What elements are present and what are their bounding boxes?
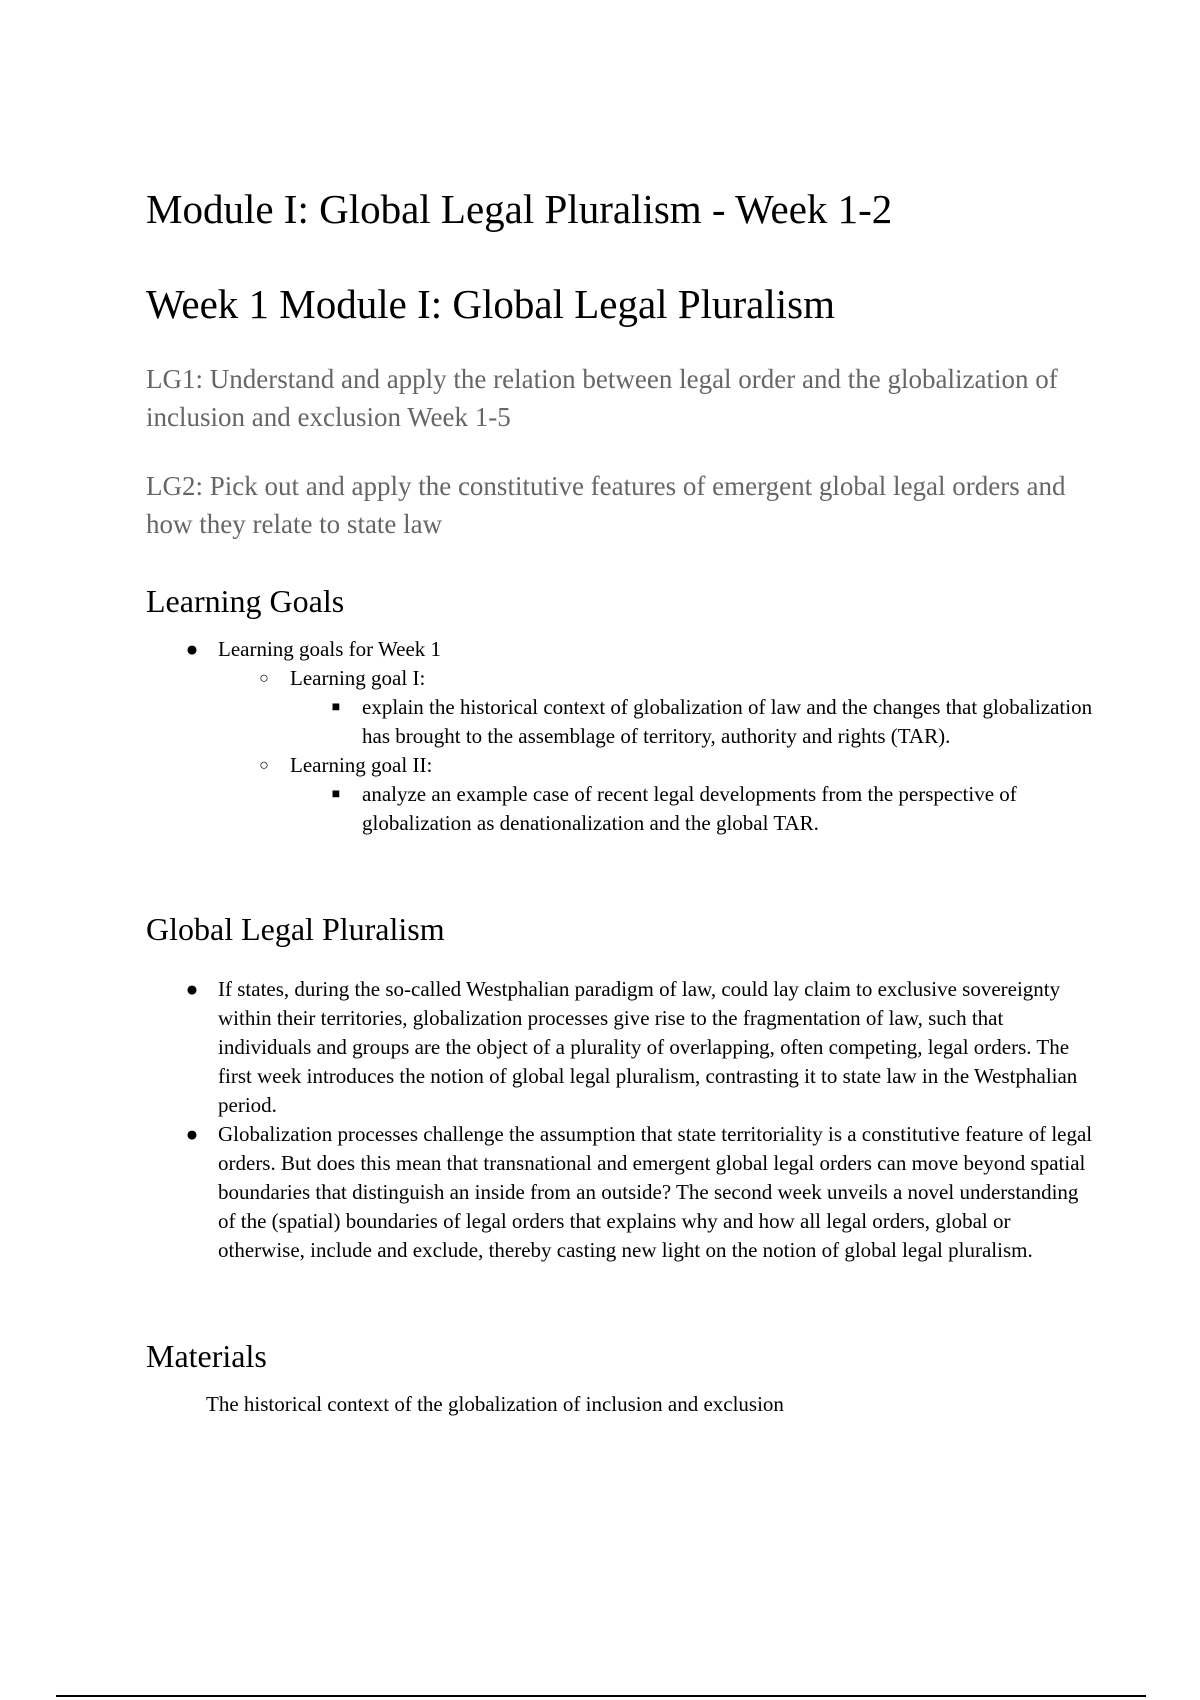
disc-bullet-icon: ●: [185, 1122, 199, 1146]
list-item-text: Learning goal I:: [290, 666, 426, 690]
learning-goals-heading: Learning Goals: [146, 583, 345, 619]
list-item-text: Learning goal II:: [290, 753, 433, 777]
learning-goal-lg2: LG2: Pick out and apply the constitutive features of emergent global legal orders and how they relate to state law: [146, 471, 1066, 539]
document-title: Module I: Global Legal Pluralism - Week 1-2: [146, 186, 893, 232]
page-bottom-rule: [56, 1695, 1146, 1697]
learning-goals-list: [146, 635, 1096, 838]
list-item-pluralism-2: [146, 1120, 1096, 1265]
materials-heading: Materials: [146, 1338, 267, 1374]
disc-bullet-icon: ●: [185, 637, 199, 661]
list-item-text: analyze an example case of recent legal developments from the perspective of globalization as denationalization and the global TAR.: [362, 782, 1017, 835]
square-bullet-icon: ■: [331, 787, 341, 802]
global-legal-pluralism-heading: Global Legal Pluralism: [146, 911, 445, 947]
list-item-goal1-detail: [146, 693, 1096, 751]
global-legal-pluralism-list: [146, 975, 1096, 1265]
list-item-text: explain the historical context of globalization of law and the changes that globalization has brought to the assemblage of territory, authority and rights (TAR).: [362, 695, 1093, 748]
list-item-pluralism-1: [146, 975, 1096, 1120]
disc-bullet-icon: ●: [185, 977, 199, 1001]
list-item-text: If states, during the so-called Westphalian paradigm of law, could lay claim to exclusive sovereignty within their territories, globalization processes give rise to the fragmentation of law, such that individuals and groups are the object of a plurality of overlapping, often competing, legal orders. The first week introduces the notion of global legal pluralism, contrasting it to state law in the Westphalian period.: [218, 977, 1078, 1117]
list-item-text: Globalization processes challenge the assumption that state territoriality is a constitutive feature of legal orders. But does this mean that transnational and emergent global legal orders can move beyond spatial boundaries that distinguish an inside from an outside? The second week unveils a novel understanding of the (spatial) boundaries of legal orders that explains why and how all legal orders, global or otherwise, include and exclude, thereby casting new light on the notion of global legal pluralism.: [218, 1122, 1093, 1262]
circle-bullet-icon: ○: [259, 757, 269, 774]
list-item-goal2-detail: [146, 780, 1096, 838]
week-title: Week 1 Module I: Global Legal Pluralism: [146, 281, 835, 327]
square-bullet-icon: ■: [331, 700, 341, 715]
learning-goal-lg1: LG1: Understand and apply the relation between legal order and the globalization of inclusion and exclusion Week 1-5: [146, 364, 1058, 432]
circle-bullet-icon: ○: [259, 670, 269, 687]
materials-item: The historical context of the globalization of inclusion and exclusion: [206, 1392, 784, 1416]
list-item-goal2: [146, 751, 1096, 780]
list-item-text: Learning goals for Week 1: [218, 637, 442, 661]
list-item-week1: [146, 635, 1096, 664]
list-item-goal1: [146, 664, 1096, 693]
